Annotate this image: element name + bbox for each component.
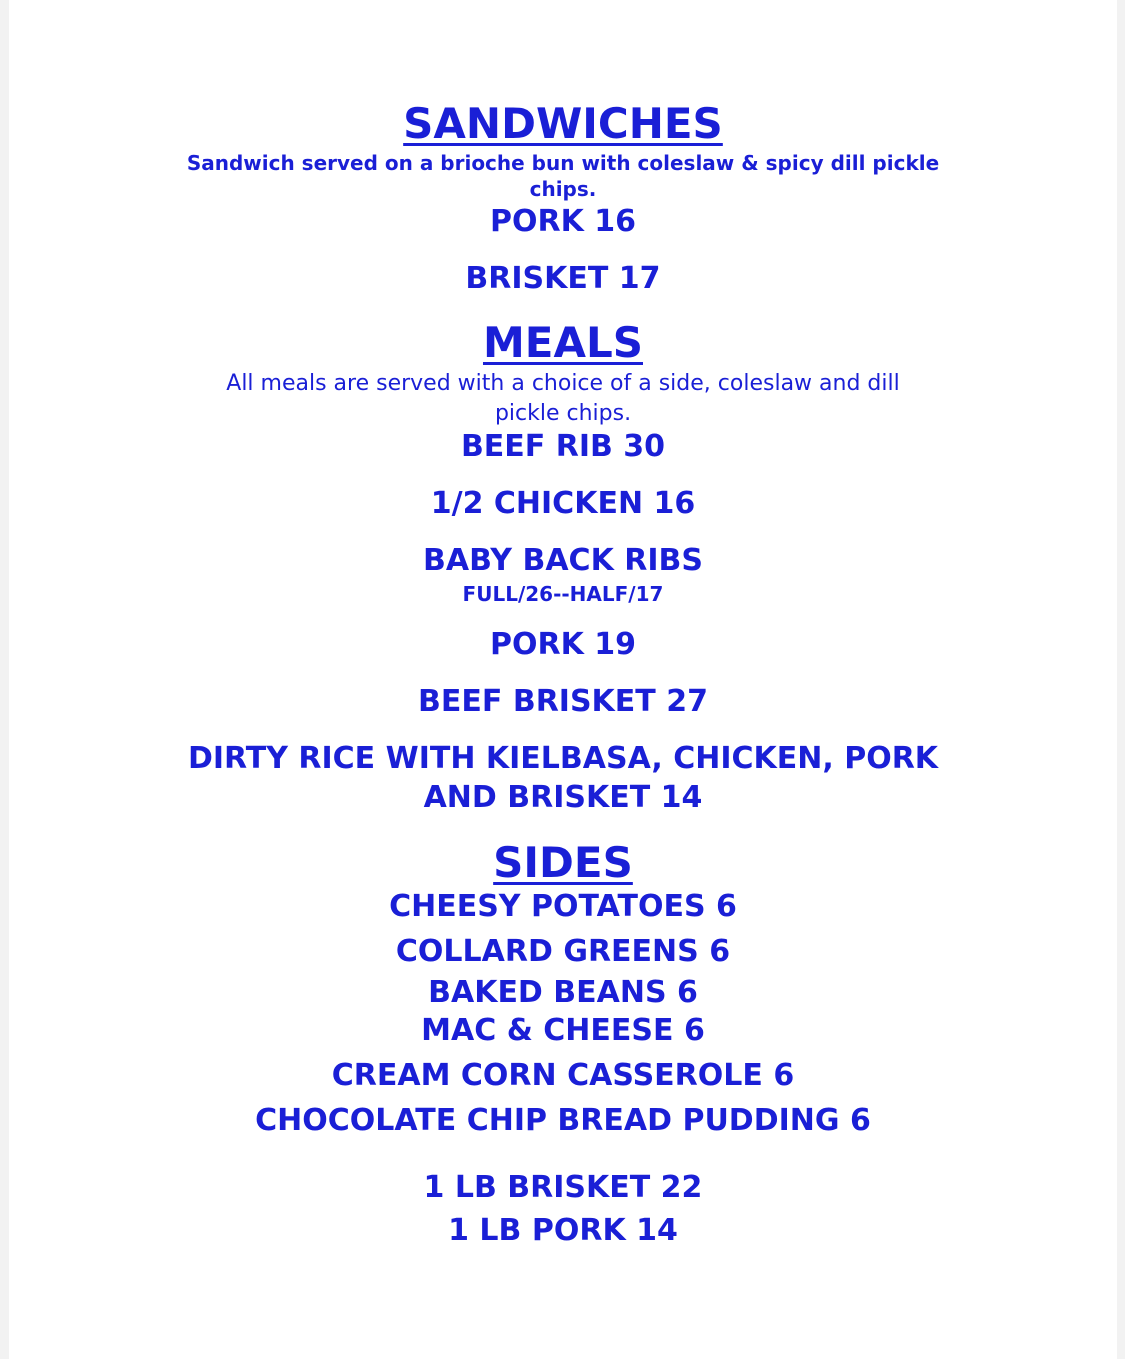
side-item-cream-corn-casserole: CREAM CORN CASSEROLE 6 — [331, 1058, 795, 1093]
menu-item-beef-rib: BEEF RIB 30 — [460, 429, 666, 464]
side-item-mac-and-cheese: MAC & CHEESE 6 — [421, 1013, 705, 1048]
menu-item-sandwich-brisket: BRISKET 17 — [465, 261, 661, 296]
baby-back-ribs-prices: FULL/26--HALF/17 — [462, 582, 664, 606]
meals-description-line2: pickle chips. — [494, 401, 632, 426]
side-item-bread-pudding: CHOCOLATE CHIP BREAD PUDDING 6 — [255, 1103, 871, 1138]
sandwiches-description-line1: Sandwich served on a brioche bun with coleslaw & spicy dill pickle — [186, 151, 940, 175]
pound-item-pork: 1 LB PORK 14 — [448, 1213, 678, 1248]
sandwiches-description-line2: chips. — [529, 177, 597, 201]
menu-item-dirty-rice-line2: AND BRISKET 14 — [423, 780, 703, 815]
side-item-cheesy-potatoes: CHEESY POTATOES 6 — [389, 889, 737, 924]
pound-item-brisket: 1 LB BRISKET 22 — [423, 1170, 703, 1205]
sandwiches-heading: SANDWICHES — [403, 99, 723, 148]
meals-description-line1: All meals are served with a choice of a side, coleslaw and dill — [226, 371, 900, 396]
side-item-baked-beans: BAKED BEANS 6 — [428, 975, 698, 1010]
menu-item-sandwich-pork: PORK 16 — [489, 204, 637, 239]
sides-heading: SIDES — [493, 838, 633, 887]
menu-item-baby-back-ribs: BABY BACK RIBS — [422, 543, 703, 578]
menu-page — [9, 0, 1117, 1359]
menu-item-meal-pork: PORK 19 — [489, 627, 637, 662]
meals-heading: MEALS — [482, 318, 643, 367]
menu-item-beef-brisket: BEEF BRISKET 27 — [418, 684, 708, 719]
side-item-collard-greens: COLLARD GREENS 6 — [395, 934, 731, 969]
menu-item-half-chicken: 1/2 CHICKEN 16 — [430, 486, 696, 521]
menu-item-dirty-rice-line1: DIRTY RICE WITH KIELBASA, CHICKEN, PORK — [187, 741, 939, 776]
